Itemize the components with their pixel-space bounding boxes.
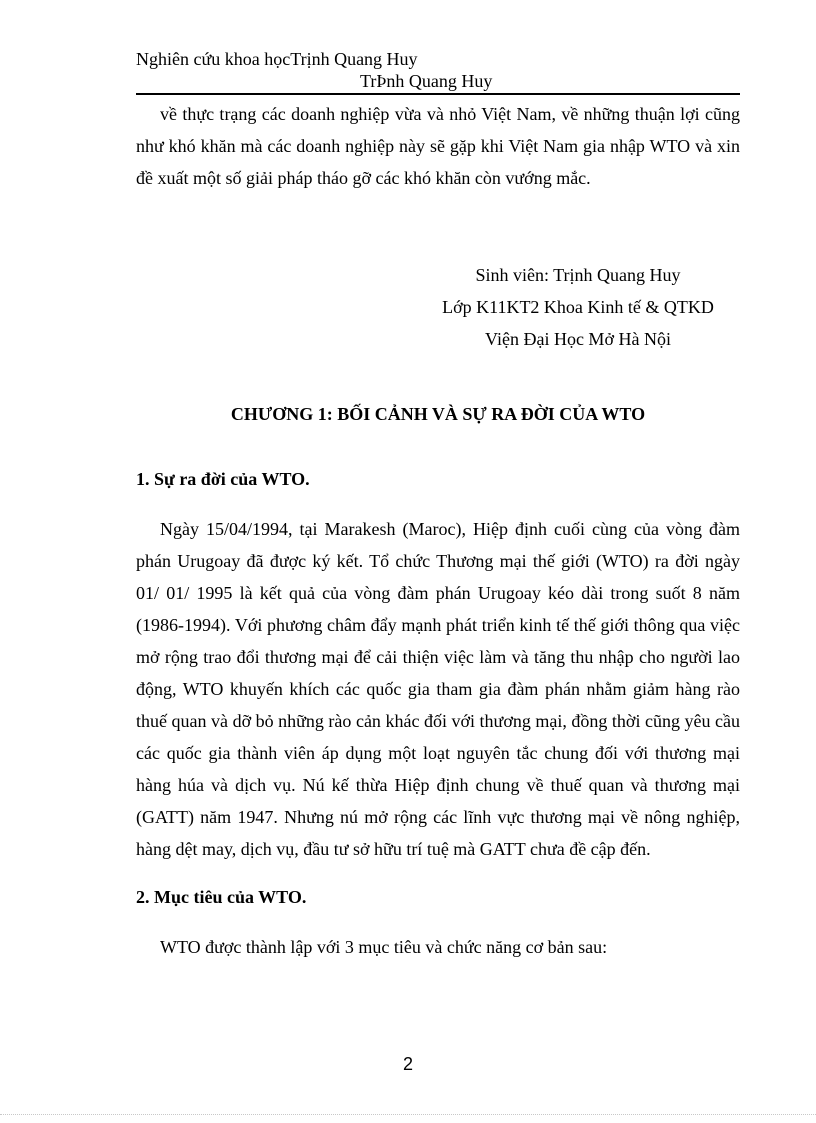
student-name: Sinh viên: Trịnh Quang Huy (475, 265, 681, 285)
section-2-body (136, 913, 740, 981)
section-2-paragraph: WTO được thành lập với 3 mục tiêu và chức năng cơ bản sau: (160, 937, 608, 957)
page-bottom-edge (0, 1114, 816, 1115)
header-divider (136, 93, 740, 95)
student-class: Lớp K11KT2 Khoa Kinh tế & QTKD (442, 297, 714, 317)
section-1-body (136, 495, 740, 883)
intro-paragraph: về thực trạng các doanh nghiệp vừa và nhỏ Việt Nam, về những thuận lợi cũng như khó khăn mà các doanh nghiệp này sẽ gặp khi Việt Nam gia nhập WTO và xin đề xuất một số giải pháp tháo gỡ các khó khăn còn vướng mắc. (136, 104, 740, 188)
running-header-line-2: TrÞnh Quang Huy (360, 71, 493, 91)
section-1-paragraph: Ngày 15/04/1994, tại Marakesh (Maroc), Hiệp định cuối cùng của vòng đàm phán Urugoay đã được ký kết. Tổ chức Thương mại thế giới (WTO) ra đời ngày 01/ 01/ 1995 là kết quả của vòng đàm phán Urugoay kéo dài trong suốt 8 năm (1986-1994). Với phương châm đẩy mạnh phát triển kinh tế thế giới thông qua việc mở rộng trao đổi thương mại để cải thiện việc làm và tăng thu nhập cho người lao động, WTO khuyến khích các quốc gia tham gia đàm phán nhằm giảm hàng rào thuế quan và dỡ bỏ những rào cản khác đối với thương mại, đồng thời cũng yêu cầu các quốc gia thành viên áp dụng một loạt nguyên tắc chung đối với thương mại hàng húa và dịch vụ. Nú kế thừa Hiệp định chung về thuế quan và thương mại (GATT) năm 1947. Nhưng nú mở rộng các lĩnh vực thương mại về nông nghiệp, hàng dệt may, dịch vụ, đầu tư sở hữu trí tuệ mà GATT chưa đề cập đến. (136, 519, 740, 859)
page-number: 2 (402, 1054, 413, 1074)
section-heading-1: 1. Sự ra đời của WTO. (136, 469, 310, 489)
author-signature-block (420, 259, 736, 355)
running-header-line-1: Nghiên cứu khoa họcTrịnh Quang Huy (136, 49, 418, 69)
institute-name: Viện Đại Học Mở Hà Nội (485, 329, 671, 349)
intro-paragraph-block (136, 98, 740, 194)
section-heading-2: 2. Mục tiêu của WTO. (136, 887, 307, 907)
chapter-title: CHƯƠNG 1: BỐI CẢNH VÀ SỰ RA ĐỜI CỦA WTO (230, 404, 646, 424)
